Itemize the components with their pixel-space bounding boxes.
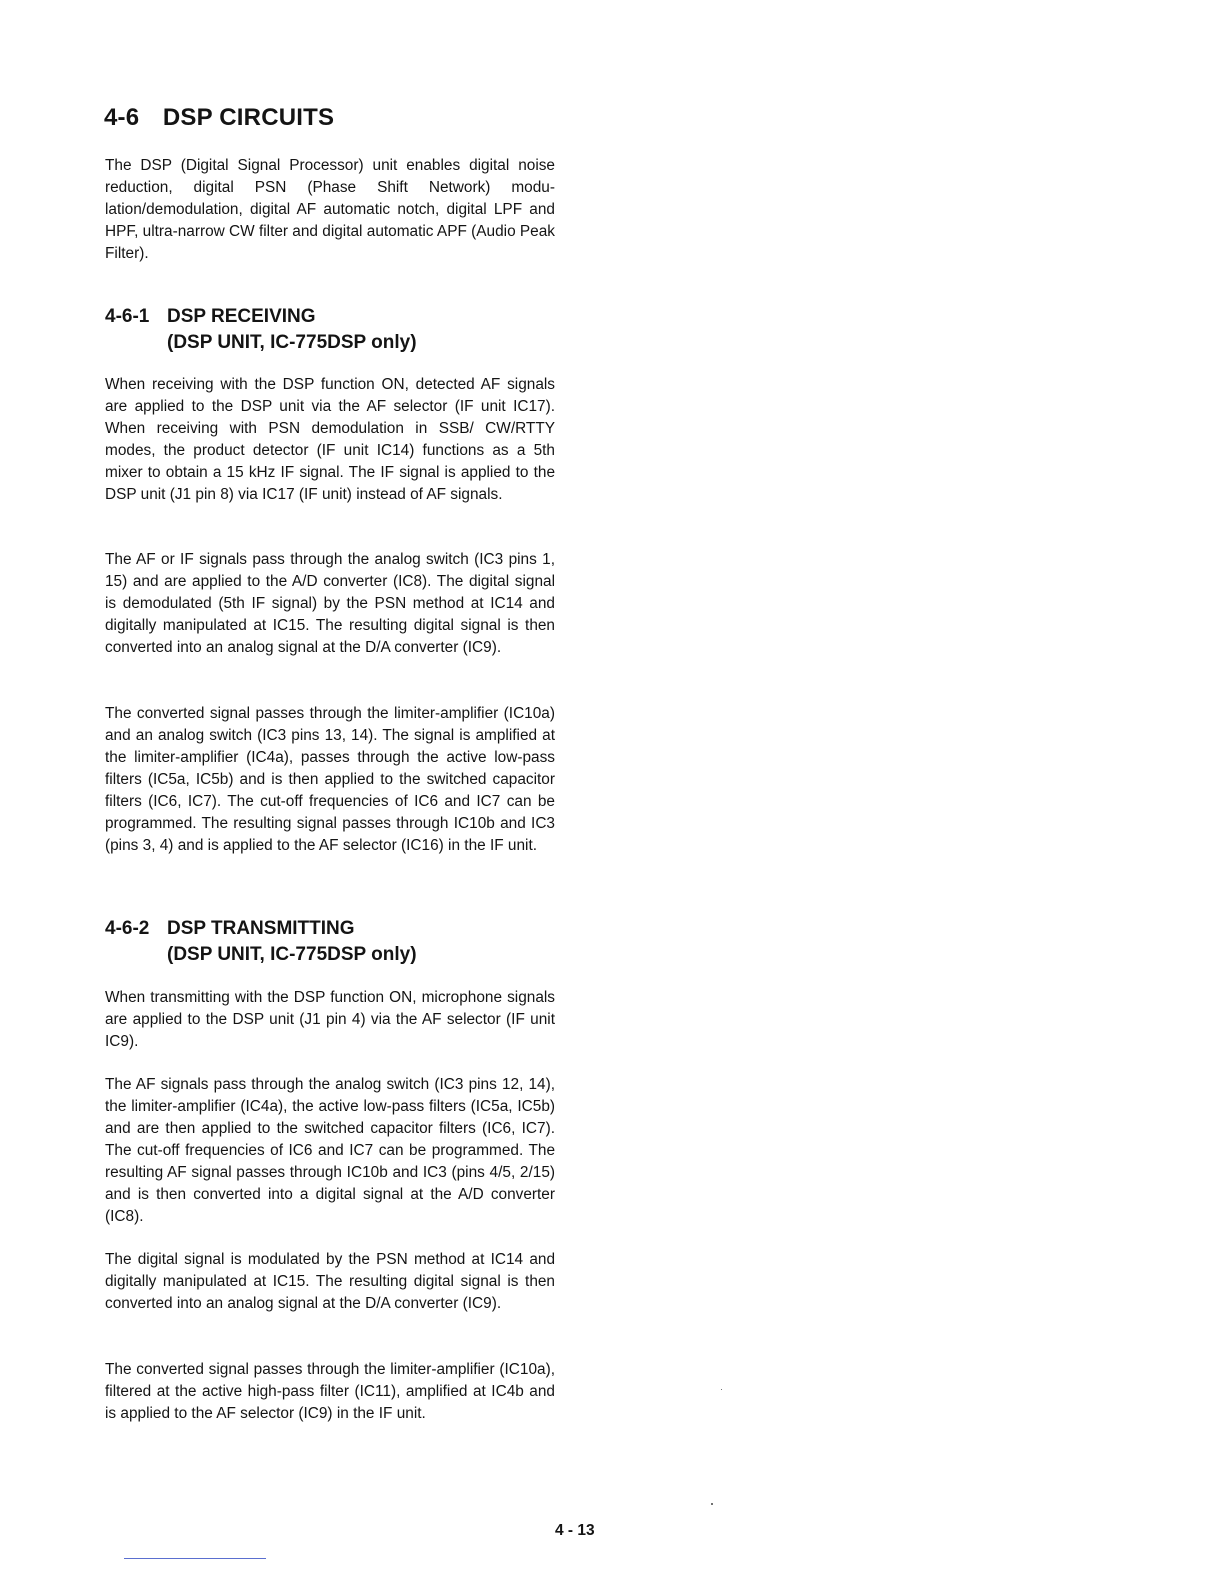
receiving-paragraph-1: When receiving with the DSP function ON, detected AF signals are applied to the DSP unit via the AF selector (IF unit IC17). When receiving with PSN demodulation in SSB/ CW/RTTY modes, the product detector (IF unit IC14) functions as a 5th mixer to obtain a 15 kHz IF signal. The IF signal is applied to the DSP unit (J1 pin 8) via IC17 (IF unit) instead of AF signals.: [105, 376, 555, 503]
scan-speck: [711, 1503, 713, 1505]
section-number: 4-6: [104, 104, 140, 131]
transmitting-subtitle: (DSP UNIT, IC-775DSP only): [167, 944, 417, 965]
transmitting-title: DSP TRANSMITTING: [167, 918, 355, 939]
section-heading: [104, 104, 334, 132]
transmitting-heading: [105, 916, 417, 968]
intro-paragraph: The DSP (Digital Signal Processor) unit enables digital noise reduction, digital PSN (Phase Shift Network) modulation/demodulation, digital AF automatic notch, digital LPF and HPF, ultra-narrow CW filter and digital automatic APF (Audio Peak Filter).: [105, 157, 555, 262]
receiving-title: DSP RECEIVING: [167, 306, 316, 327]
section-title: DSP CIRCUITS: [162, 104, 335, 131]
receiving-paragraph-2: The AF or IF signals pass through the analog switch (IC3 pins 1, 15) and are applied to the A/D converter (IC8). The digital signal is demodulated (5th IF signal) by the PSN method at IC14 and digitally manipulated at IC15. The resulting digital signal is then converted into an analog signal at the D/A converter (IC9).: [105, 551, 555, 656]
page-number: 4 - 13: [555, 1522, 595, 1539]
receiving-heading: [105, 304, 417, 356]
footer-rule: [124, 1558, 266, 1559]
transmitting-paragraph-1: When transmitting with the DSP function ON, microphone signals are applied to the DSP unit (J1 pin 4) via the AF selector (IF unit IC9).: [105, 989, 555, 1050]
scan-speck: [721, 1389, 722, 1390]
receiving-subtitle: (DSP UNIT, IC-775DSP only): [167, 332, 417, 353]
transmitting-paragraph-2: The AF signals pass through the analog switch (IC3 pins 12, 14), the limiter-amplifier (IC4a), the active low-pass filters (IC5a, IC5b) and are then applied to the switched capacitor filters (IC6, IC7). The cut-off frequencies of IC6 and IC7 can be programmed. The resulting AF signal passes through IC10b and IC3 (pins 4/5, 2/15) and is then converted into a digital signal at the A/D converter (IC8).: [105, 1076, 555, 1225]
receiving-paragraph-3: The converted signal passes through the limiter-amplifier (IC10a) and an analog switch (IC3 pins 13, 14). The signal is amplified at the limiter-amplifier (IC4a), passes through the active low-pass filters (IC5a, IC5b) and is then applied to the switched capacitor filters (IC6, IC7). The cut-off frequencies of IC6 and IC7 can be programmed. The resulting signal passes through IC10b and IC3 (pins 3, 4) and is applied to the AF selector (IC16) in the IF unit.: [105, 705, 555, 854]
transmitting-number: 4-6-2: [105, 918, 150, 939]
receiving-number: 4-6-1: [105, 306, 150, 327]
transmitting-paragraph-3: The digital signal is modulated by the PSN method at IC14 and digitally manipulated at IC15. The resulting digital signal is then converted into an analog signal at the D/A converter (IC9).: [105, 1251, 555, 1312]
transmitting-paragraph-4: The converted signal passes through the limiter-amplifier (IC10a), filtered at the active high-pass filter (IC11), amplified at IC4b and is applied to the AF selector (IC9) in the IF unit.: [105, 1361, 555, 1422]
